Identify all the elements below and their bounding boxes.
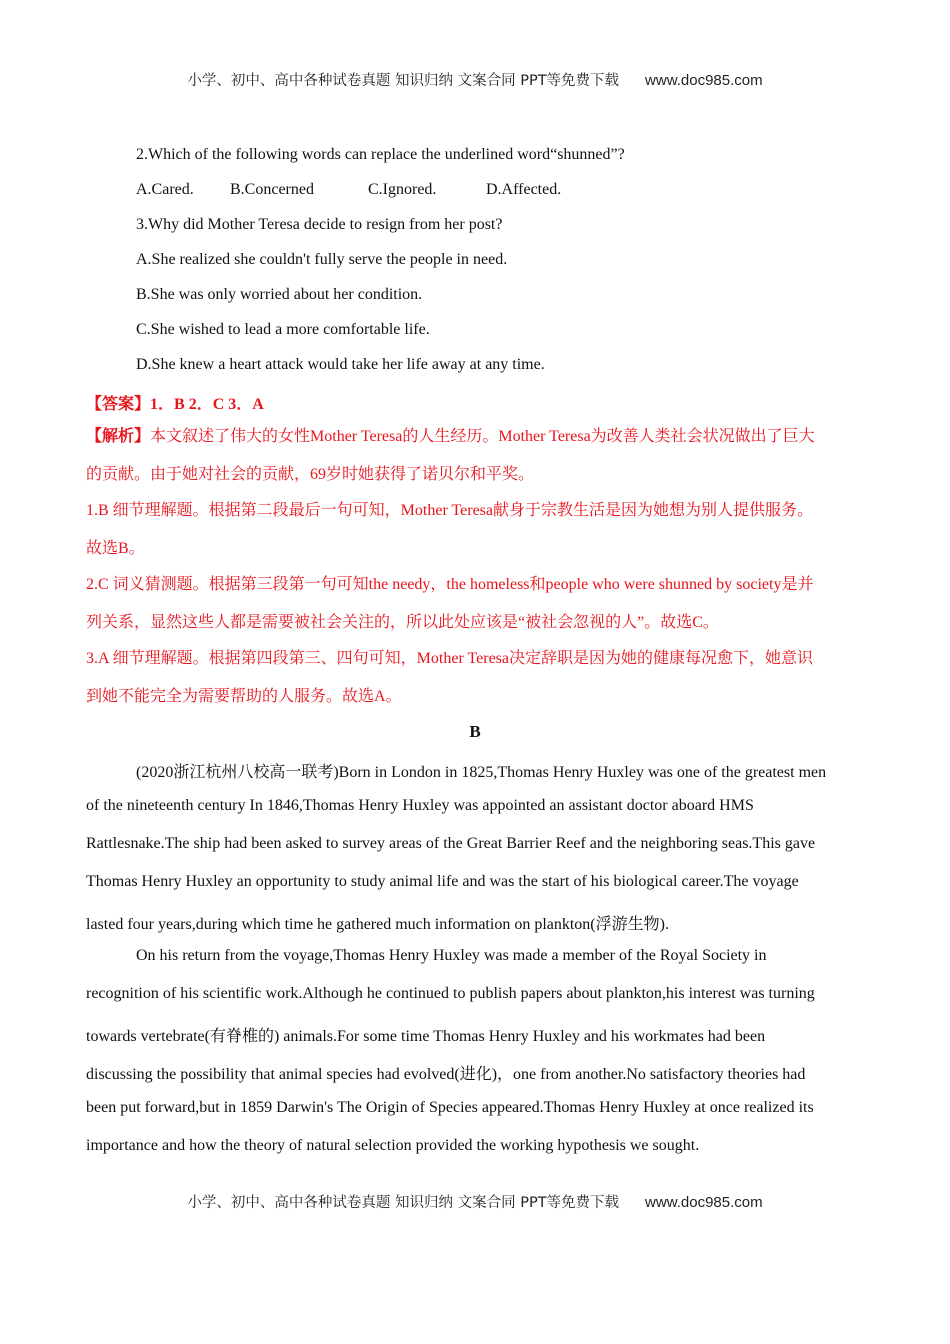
analysis-line-8: 到她不能完全为需要帮助的人服务。故选A。 [86, 688, 402, 705]
question-3-option-b: B.She was only worried about her condition. [136, 286, 423, 303]
option-c: C.Ignored. [368, 181, 437, 198]
question-3-option-c: C.She wished to lead a more comfortable life. [136, 321, 430, 338]
option-d: D.Affected. [486, 181, 562, 198]
analysis-line-1: 【解析】本文叙述了伟大的女性Mother Teresa的人生经历。Mother Teresa为改善人类社会状况做出了巨大 [86, 428, 815, 445]
analysis-line-6: 列关系，显然这些人都是需要被社会关注的，所以此处应该是“被社会忽视的人”。故选C。 [86, 614, 719, 631]
footer-text: 小学、初中、高中各种试卷真题 知识归纳 文案合同 PPT等免费下载 [187, 1195, 620, 1211]
page-footer [0, 1191, 950, 1212]
passage-p1-line-4: Thomas Henry Huxley an opportunity to study animal life and was the start of his biological career.The voyage [86, 873, 799, 890]
footer-site: www.doc985.com [645, 1194, 763, 1211]
passage-p2-line-2: recognition of his scientific work.Although he continued to publish papers about plankton,his interest was turning [86, 985, 815, 1002]
answer-label: 【答案】 [86, 396, 151, 413]
passage-p2-line-4: discussing the possibility that animal species had evolved(进化)，one from another.No satisfactory theories had [86, 1066, 806, 1083]
option-a: A.Cared. [136, 181, 194, 198]
header-text: 小学、初中、高中各种试卷真题 知识归纳 文案合同 PPT等免费下载 [187, 73, 620, 89]
passage-p2-line-1: On his return from the voyage,Thomas Henry Huxley was made a member of the Royal Society in [136, 947, 767, 964]
analysis-label: 【解析】 [86, 428, 151, 445]
analysis-line-5: 2.C 词义猜测题。根据第三段第一句可知the needy，the homeless和people who were shunned by society是并 [86, 576, 814, 593]
passage-p1-line-3: Rattlesnake.The ship had been asked to survey areas of the Great Barrier Reef and the neighboring seas.This gave [86, 835, 816, 852]
analysis-line-3: 1.B 细节理解题。根据第二段最后一句可知，Mother Teresa献身于宗教生活是因为她想为别人提供服务。 [86, 502, 814, 519]
option-b: B.Concerned [230, 181, 314, 198]
passage-p2-line-3: towards vertebrate(有脊椎的) animals.For some time Thomas Henry Huxley and his workmates had been [86, 1028, 766, 1045]
analysis-line-7: 3.A 细节理解题。根据第四段第三、四句可知，Mother Teresa决定辞职是因为她的健康每况愈下，她意识 [86, 650, 814, 667]
question-2-options [136, 181, 561, 199]
question-3-stem: 3.Why did Mother Teresa decide to resign from her post? [136, 216, 503, 233]
passage-p1-line-5: lasted four years,during which time he gathered much information on plankton(浮游生物). [86, 916, 669, 933]
section-b-title: B [469, 722, 481, 741]
passage-p2-line-6: importance and how the theory of natural selection provided the working hypothesis we sought. [86, 1137, 700, 1154]
analysis-line-4: 故选B。 [86, 540, 145, 557]
page-header [0, 69, 950, 90]
question-2-stem: 2.Which of the following words can replace the underlined word“shunned”? [136, 146, 625, 163]
question-3-option-d: D.She knew a heart attack would take her life away at any time. [136, 356, 545, 373]
header-site: www.doc985.com [645, 72, 763, 89]
answer-text: 1．B 2．C 3．A [150, 396, 264, 413]
passage-p1-line-2: of the nineteenth century In 1846,Thomas Henry Huxley was appointed an assistant doctor aboard HMS [86, 797, 754, 814]
question-3-option-a: A.She realized she couldn't fully serve the people in need. [136, 251, 508, 268]
analysis-line-2: 的贡献。由于她对社会的贡献，69岁时她获得了诺贝尔和平奖。 [86, 466, 535, 483]
answer-line [86, 391, 264, 414]
passage-p1-line-1: (2020浙江杭州八校高一联考)Born in London in 1825,Thomas Henry Huxley was one of the greatest men [136, 764, 827, 781]
passage-p2-line-5: been put forward,but in 1859 Darwin's The Origin of Species appeared.Thomas Henry Huxley at once realized its [86, 1099, 814, 1116]
